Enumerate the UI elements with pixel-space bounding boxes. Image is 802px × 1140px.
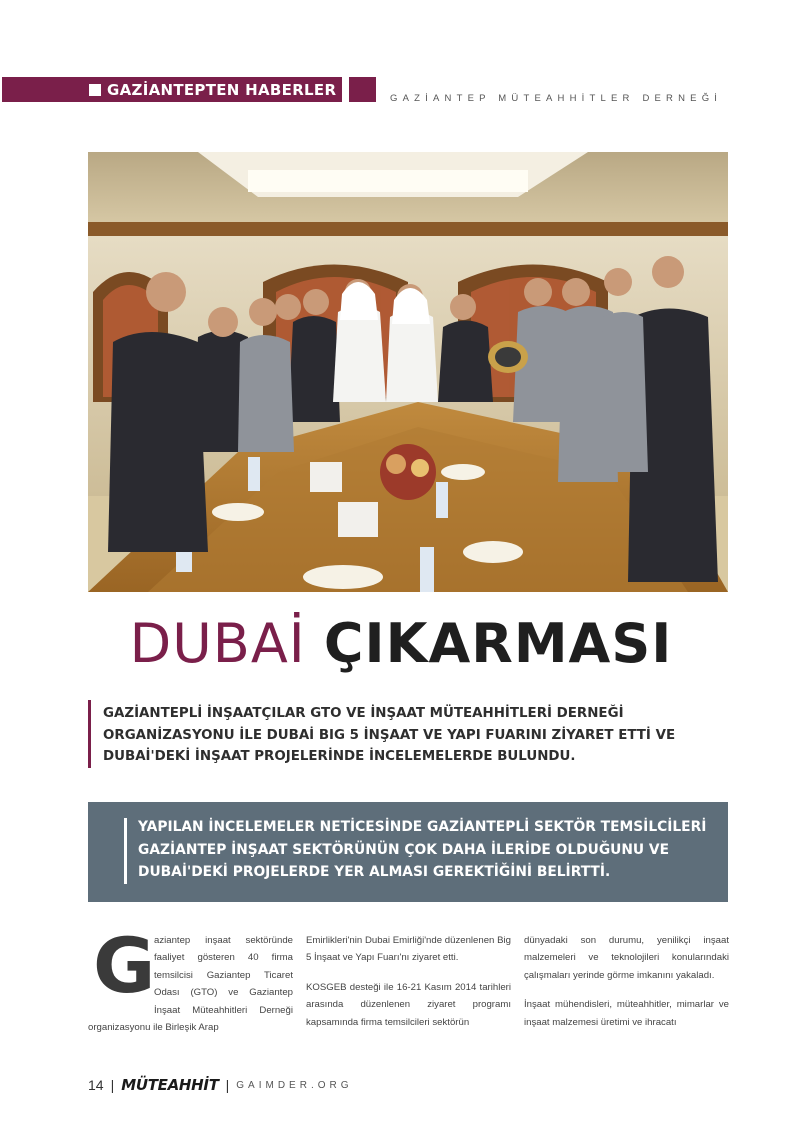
footer-separator: | <box>110 1077 115 1093</box>
drop-cap: G <box>93 921 156 1010</box>
body-paragraph: KOSGEB desteği ile 16-21 Kasım 2014 tarihleri arasında düzenlenen ziyaret programı kapsamında firma temsilcileri sektörün <box>306 981 511 1028</box>
lead-accent-bar <box>88 700 91 768</box>
title-part-dubai: DUBAİ <box>129 612 306 675</box>
body-paragraph: İnşaat mühendisleri, müteahhitler, mimarlar ve inşaat malzemesi üretimi ve ihracatı <box>524 999 729 1028</box>
section-header-bar <box>2 77 342 102</box>
section-label: GAZİANTEPTEN HABERLER <box>107 80 337 99</box>
lead-paragraph: GAZİANTEPLİ İNŞAATÇILAR GTO VE İNŞAAT MÜTEAHHİTLERİ DERNEĞİ ORGANİZASYONU İLE DUBAİ BIG 5 İNŞAAT VE YAPI FUARINI ZİYARET ETTİ VE DUBAİ'DEKİ İNŞAAT PROJELERİNDE İNCELEMELERDE BULUNDU. <box>103 706 676 764</box>
title-part-cikarmasi: ÇIKARMASI <box>323 612 673 675</box>
highlight-box <box>88 802 728 902</box>
body-column-1 <box>88 921 293 1036</box>
page-number: 14 <box>88 1077 104 1093</box>
footer-separator: | <box>225 1077 230 1093</box>
article-title <box>0 612 802 675</box>
square-bullet-icon <box>89 84 101 96</box>
body-paragraph: Emirlikleri'nin Dubai Emirliği'nde düzenlenen Big 5 İnşaat ve Yapı Fuarı'nı ziyaret etti. <box>306 935 511 964</box>
body-paragraph: dünyadaki son durumu, yenilikçi inşaat malzemeleri ve teknolojileri konularındaki çalışmaları yerinde görme imkanını yakaladı. <box>524 935 729 981</box>
highlight-accent-bar <box>124 818 127 884</box>
magazine-brand: MÜTEAHHİT <box>121 1076 219 1094</box>
header-accent-block <box>349 77 376 102</box>
highlight-text: YAPILAN İNCELEMELER NETİCESİNDE GAZİANTEPLİ SEKTÖR TEMSİLCİLERİ GAZİANTEP İNŞAAT SEKTÖRÜNÜN ÇOK DAHA İLERİDE OLDUĞUNU VE DUBAİ'DEKİ PROJELERDE YER ALMASI GEREKTİĞİNİ BELİRTTİ. <box>138 819 707 880</box>
page-footer <box>88 1076 353 1094</box>
body-column-2 <box>306 932 511 1031</box>
website-link[interactable]: GAIMDER.ORG <box>236 1079 353 1091</box>
meeting-photo <box>88 152 728 592</box>
association-name: GAZİANTEP MÜTEAHHİTLER DERNEĞİ <box>390 93 723 104</box>
body-paragraph: aziantep inşaat sektöründe faaliyet gösteren 40 firma temsilcisi Gaziantep Ticaret Odası (GTO) ve Gaziantep İnşaat Müteahhitleri Derneği organizasyonu ile Birleşik Arap <box>88 935 293 1034</box>
body-column-3 <box>524 932 729 1031</box>
